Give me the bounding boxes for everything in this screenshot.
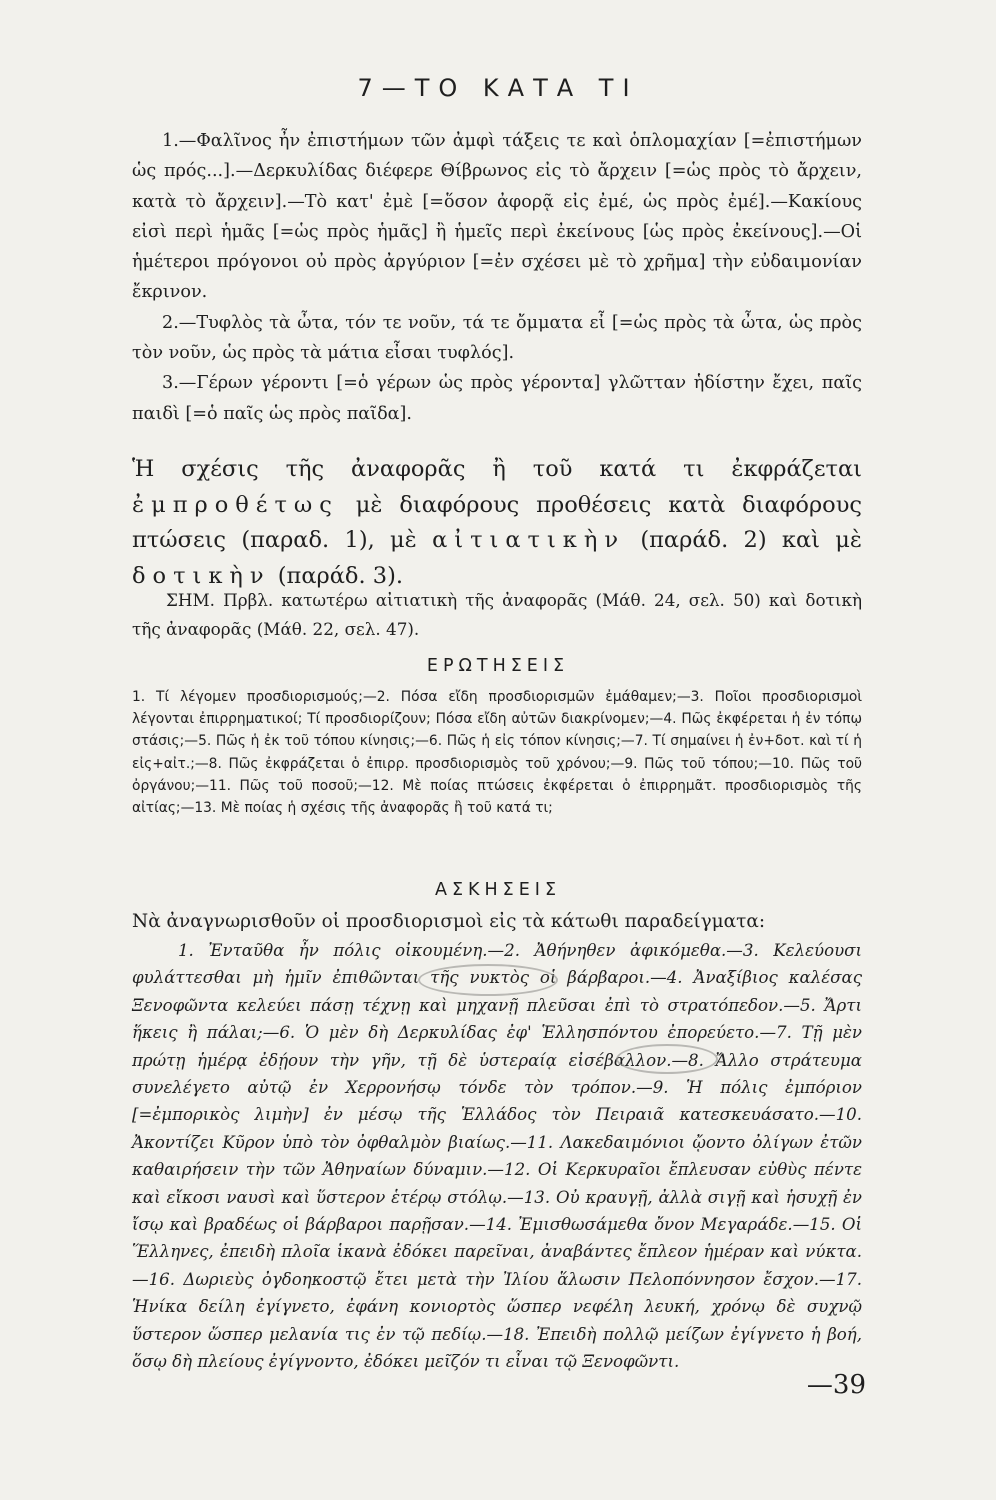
pencil-circle-mark (418, 964, 558, 996)
rule-text-3: (παράδ. 2) καὶ μὲ (640, 527, 863, 553)
example-3: 3.—Γέρων γέροντι [=ὁ γέρων ὡς πρὸς γέροντα] γλῶτταν ἡδίστην ἔχει, παῖς παιδὶ [=ὁ παῖς ὡς πρὸς παῖδα]. (132, 373, 862, 424)
questions-paragraph: 1. Τί λέγομεν προσδιορισμούς;—2. Πόσα εἴδη προσδιορισμῶν ἐμάθαμεν;—3. Ποῖοι προσδιορισμοὶ λέγονται ἐπιρρηματικοί; Τί προσδιορίζουν; Πόσα εἴδη αὐτῶν διακρίνομεν;—4. Πῶς ἐκφέρεται ἡ ἐν τόπῳ στάσις;—5. Πῶς ἡ ἐκ τοῦ τόπου κίνησις;—6. Πῶς ἡ εἰς τόπον κίνησις;—7. Τί σημαίνει ἡ ἐν+δοτ. καὶ τί ἡ εἰς+αἰτ.;—8. Πῶς ἐκφράζεται ὁ ἐπιρρ. προσδιορισμὸς τοῦ χρόνου;—9. Πῶς τοῦ τόπου;—10. Πῶς τοῦ ὀργάνου;—11. Πῶς τοῦ ποσοῦ;—12. Μὲ ποίας πτώσεις ἐκφέρεται ὁ ἐπιρρημᾶτ. προσδιορισμὸς τῆς αἰτίας;—13. Μὲ ποίας ἡ σχέσις τῆς ἀναφορᾶς ἢ τοῦ κατά τι; (132, 689, 862, 817)
example-1: 1.—Φαλῖνος ἦν ἐπιστήμων τῶν ἀμφὶ τάξεις τε καὶ ὁπλομαχίαν [=ἐπιστήμων ὡς πρός...].—Δερκυλίδας διέφερε Θίβρωνος εἰς τὸ ἄρχειν [=ὡς πρὸς τὸ ἄρχειν, κατὰ τὸ ἄρχειν].—Τὸ κατ' ἐμὲ [=ὅσον ἀφορᾷ εἰς ἐμέ, ὡς πρὸς ἐμέ].—Κακίους εἰσὶ περὶ ἡμᾶς [=ὡς πρὸς ἡμᾶς] ἢ ἡμεῖς περὶ ἐκείνους [ὡς πρὸς ἐκείνους].—Οἱ ἡμέτεροι πρόγονοι οὐ πρὸς ἀργύριον [=ἐν σχέσει μὲ τὸ χρῆμα] τὴν εὐδαιμονίαν ἔκρινον. (132, 131, 862, 303)
chapter-title: 7—ΤΟ ΚΑΤΑ ΤΙ (357, 74, 639, 102)
rule-text-4: (παράδ. 3). (277, 562, 404, 589)
rule-text-1: Ἡ σχέσις τῆς ἀναφορᾶς ἢ τοῦ κατά τι ἐκφράζεται (132, 456, 862, 482)
rule-term-emprothetos: ἐμπροθέτως (132, 491, 339, 518)
rule-paragraph (132, 452, 862, 594)
note-paragraph: ΣΗΜ. Πρβλ. κατωτέρω αἰτιατικὴ τῆς ἀναφορᾶς (Μάθ. 24, σελ. 50) καὶ δοτικὴ τῆς ἀναφορᾶς (Μάθ. 22, σελ. 47). (132, 590, 862, 639)
example-2: 2.—Τυφλὸς τὰ ὦτα, τόν τε νοῦν, τά τε ὄμματα εἶ [=ὡς πρὸς τὰ ὦτα, ὡς πρὸς τὸν νοῦν, ὡς πρὸς τὰ μάτια εἶσαι τυφλός]. (132, 312, 862, 364)
questions-heading: ΕΡΩΤΗΣΕΙΣ (426, 656, 570, 676)
exercises-heading: ΑΣΚΗΣΕΙΣ (435, 880, 561, 900)
rule-term-dotiki: δοτικὴν (132, 562, 271, 589)
exercises-paragraph: 1. Ἐνταῦθα ἦν πόλις οἰκουμένη.—2. Ἀθήνηθεν ἀφικόμεθα.—3. Κελεύουσι φυλάττεσθαι μὴ ἡμῖν ἐπιθῶνται τῆς νυκτὸς οἱ βάρβαροι.—4. Ἀναξίβιος καλέσας Ξενοφῶντα κελεύει πάσῃ τέχνῃ καὶ μηχανῇ πλεῦσαι ἐπὶ τὸ στρατόπεδον.—5. Ἄρτι ἥκεις ἢ πάλαι;—6. Ὁ μὲν δὴ Δερκυλίδας ἐφ' Ἑλλησπόντου ἐπορεύετο.—7. Τῇ μὲν πρώτῃ ἡμέρᾳ ἐδῄουν τὴν γῆν, τῇ δὲ ὑστεραίᾳ εἰσέβαλλον.—8. Ἄλλο στράτευμα συνελέγετο αὐτῷ ἐν Χερρονήσῳ τόνδε τὸν τρόπον.—9. Ἡ πόλις ἐμπόριον [=ἐμπορικὸς λιμὴν] ἐν μέσῳ τῆς Ἑλλάδος τὸν Πειραιᾶ κατεσκευάσατο.—10. Ἀκοντίζει Κῦρον ὑπὸ τὸν ὀφθαλμὸν βιαίως.—11. Λακεδαιμόνιοι ᾤοντο ὀλίγων ἐτῶν καθαιρήσειν τὴν τῶν Ἀθηναίων δύναμιν.—12. Οἱ Κερκυραῖοι ἔπλευσαν εὐθὺς πέντε καὶ εἴκοσι ναυσὶ καὶ ὕστερον ἑτέρῳ στόλῳ.—13. Οὐ κραυγῇ, ἀλλὰ σιγῇ καὶ ἡσυχῇ ἐν ἴσῳ καὶ βραδέως οἱ βάρβαροι παρῇσαν.—14. Ἐμισθωσάμεθα ὄνον Μεγαράδε.—15. Οἱ Ἕλληνες, ἐπειδὴ πλοῖα ἱκανὰ ἐδόκει παρεῖναι, ἀναβάντες ἔπλεον ἡμέραν καὶ νύκτα.—16. Δωριεὺς ὀγδοηκοστῷ ἔτει μετὰ τὴν Ἰλίου ἅλωσιν Πελοπόννησον ἔσχον.—17. Ἡνίκα δείλη ἐγίγνετο, ἐφάνη κονιορτὸς ὥσπερ νεφέλη λευκή, χρόνῳ δὲ συχνῷ ὕστερον ὥσπερ μελανία τις ἐν τῷ πεδίῳ.—18. Ἐπειδὴ πολλῷ μείζων ἐγίγνετο ἡ βοή, ὅσῳ δὴ πλείους ἐγίγνοντο, ἐδόκει μεῖζόν τι εἶναι τῷ Ξενοφῶντι. (132, 941, 862, 1372)
page-number: —39 (806, 1370, 866, 1400)
pencil-circle-mark (616, 1044, 718, 1074)
exercises-task: Νὰ ἀναγνωρισθοῦν οἱ προσδιορισμοὶ εἰς τὰ κάτωθι παραδείγματα: (132, 911, 766, 932)
rule-text-2: μὲ διαφόρους προθέσεις κατὰ διαφόρους πτώσεις (παραδ. 1), μὲ (132, 491, 862, 553)
rule-term-aitiatiki: αἰτιατικὴν (432, 527, 626, 553)
examples-block (132, 126, 862, 429)
